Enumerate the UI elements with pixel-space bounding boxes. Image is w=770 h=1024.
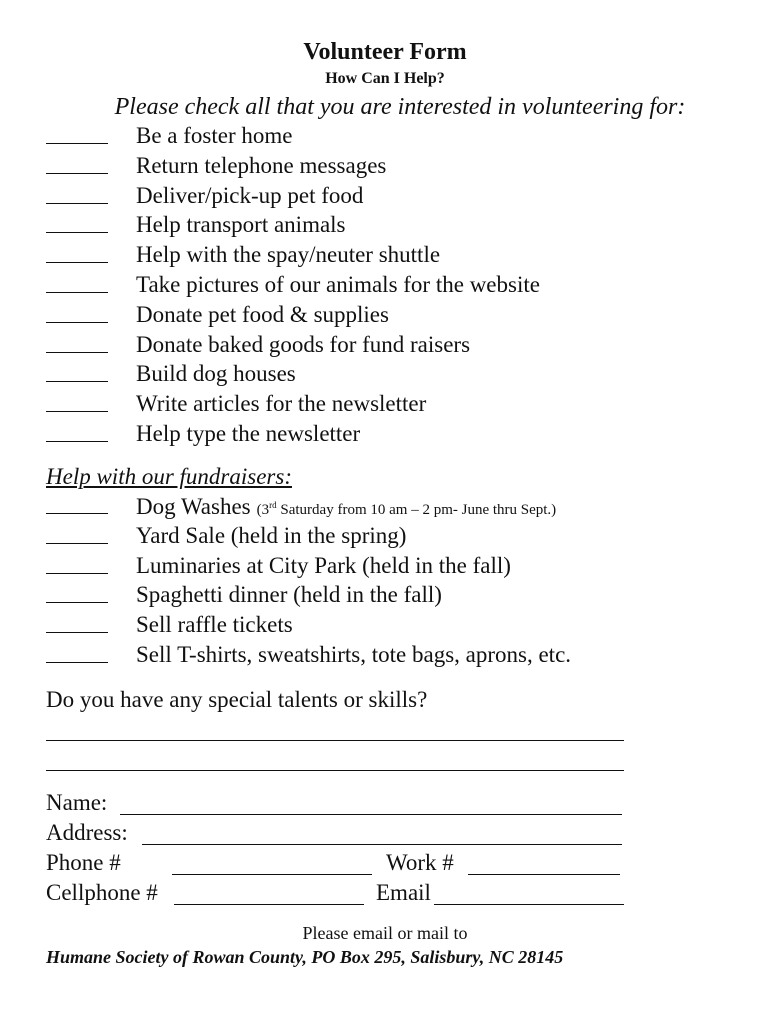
check-blank[interactable]	[46, 573, 108, 574]
option-label: Donate pet food & supplies	[136, 301, 389, 327]
option-row	[46, 270, 746, 300]
check-blank[interactable]	[46, 352, 108, 353]
fundraiser-label: Sell raffle tickets	[136, 612, 293, 638]
fundraiser-row	[46, 610, 746, 640]
email-label: Email	[376, 880, 431, 905]
fundraiser-row	[46, 551, 746, 581]
check-blank[interactable]	[46, 173, 108, 174]
address-input-line[interactable]	[142, 844, 622, 845]
cellphone-label: Cellphone #	[46, 880, 158, 905]
check-blank[interactable]	[46, 441, 108, 442]
note-ordinal-suffix: rd	[269, 500, 277, 510]
form-instruction: Please check all that you are interested in volunteering for:	[114, 94, 686, 120]
skills-answer-line-2[interactable]	[46, 770, 624, 771]
fundraiser-label: Sell T-shirts, sweatshirts, tote bags, aprons, etc.	[136, 641, 572, 667]
check-blank[interactable]	[46, 411, 108, 412]
work-phone-label: Work #	[386, 850, 454, 875]
option-row	[46, 330, 746, 360]
check-blank[interactable]	[46, 232, 108, 233]
check-blank[interactable]	[46, 322, 108, 323]
option-label: Help transport animals	[136, 212, 346, 238]
option-label: Help with the spay/neuter shuttle	[136, 242, 441, 268]
option-row	[46, 121, 746, 151]
option-row	[46, 419, 746, 449]
name-label: Name:	[46, 790, 108, 815]
fundraiser-row	[46, 580, 746, 610]
option-label: Be a foster home	[136, 123, 293, 148]
work-phone-input-line[interactable]	[468, 874, 620, 875]
note-text-open: (3	[256, 502, 270, 518]
check-blank[interactable]	[46, 662, 108, 663]
option-row	[46, 240, 746, 270]
option-label: Build dog houses	[136, 361, 296, 387]
option-label: Write articles for the newsletter	[136, 391, 427, 417]
form-subtitle: How Can I Help?	[325, 70, 445, 87]
option-row	[46, 389, 746, 419]
volunteer-options-list	[46, 121, 746, 449]
check-blank[interactable]	[46, 381, 108, 382]
phone-label: Phone #	[46, 850, 121, 875]
fundraiser-label: Dog Washes	[136, 494, 251, 519]
footer-address: Humane Society of Rowan County, PO Box 295, Salisbury, NC 28145	[46, 947, 564, 967]
fundraiser-row	[46, 521, 746, 551]
fundraiser-label: Yard Sale (held in the spring)	[136, 522, 407, 548]
check-blank[interactable]	[46, 203, 108, 204]
dog-wash-schedule-note	[257, 502, 557, 518]
option-label: Deliver/pick-up pet food	[136, 182, 364, 208]
fundraiser-row	[46, 640, 746, 670]
option-row	[46, 181, 746, 211]
cellphone-input-line[interactable]	[174, 904, 364, 905]
option-row	[46, 300, 746, 330]
address-label: Address:	[46, 820, 128, 845]
option-label: Help type the newsletter	[136, 420, 361, 446]
check-blank[interactable]	[46, 143, 108, 144]
check-blank[interactable]	[46, 513, 108, 514]
check-blank[interactable]	[46, 262, 108, 263]
fundraiser-row	[46, 491, 746, 521]
option-row	[46, 359, 746, 389]
skills-answer-line-1[interactable]	[46, 740, 624, 741]
option-label: Donate baked goods for fund raisers	[136, 331, 471, 357]
email-input-line[interactable]	[434, 904, 624, 905]
name-input-line[interactable]	[120, 814, 622, 815]
skills-question: Do you have any special talents or skills?	[46, 687, 428, 712]
check-blank[interactable]	[46, 632, 108, 633]
option-row	[46, 210, 746, 240]
fundraiser-label: Spaghetti dinner (held in the fall)	[136, 582, 442, 608]
note-text-rest: Saturday from 10 am – 2 pm- June thru Sept.)	[276, 502, 557, 518]
fundraisers-heading: Help with our fundraisers:	[46, 464, 292, 489]
check-blank[interactable]	[46, 602, 108, 603]
option-row	[46, 151, 746, 181]
check-blank[interactable]	[46, 543, 108, 544]
option-label: Take pictures of our animals for the website	[136, 271, 540, 297]
fundraisers-list	[46, 491, 746, 670]
form-title: Volunteer Form	[303, 39, 467, 65]
phone-input-line[interactable]	[172, 874, 372, 875]
fundraiser-label: Luminaries at City Park (held in the fall)	[136, 552, 511, 578]
check-blank[interactable]	[46, 292, 108, 293]
option-label: Return telephone messages	[136, 152, 387, 178]
footer-instruction: Please email or mail to	[302, 923, 468, 943]
